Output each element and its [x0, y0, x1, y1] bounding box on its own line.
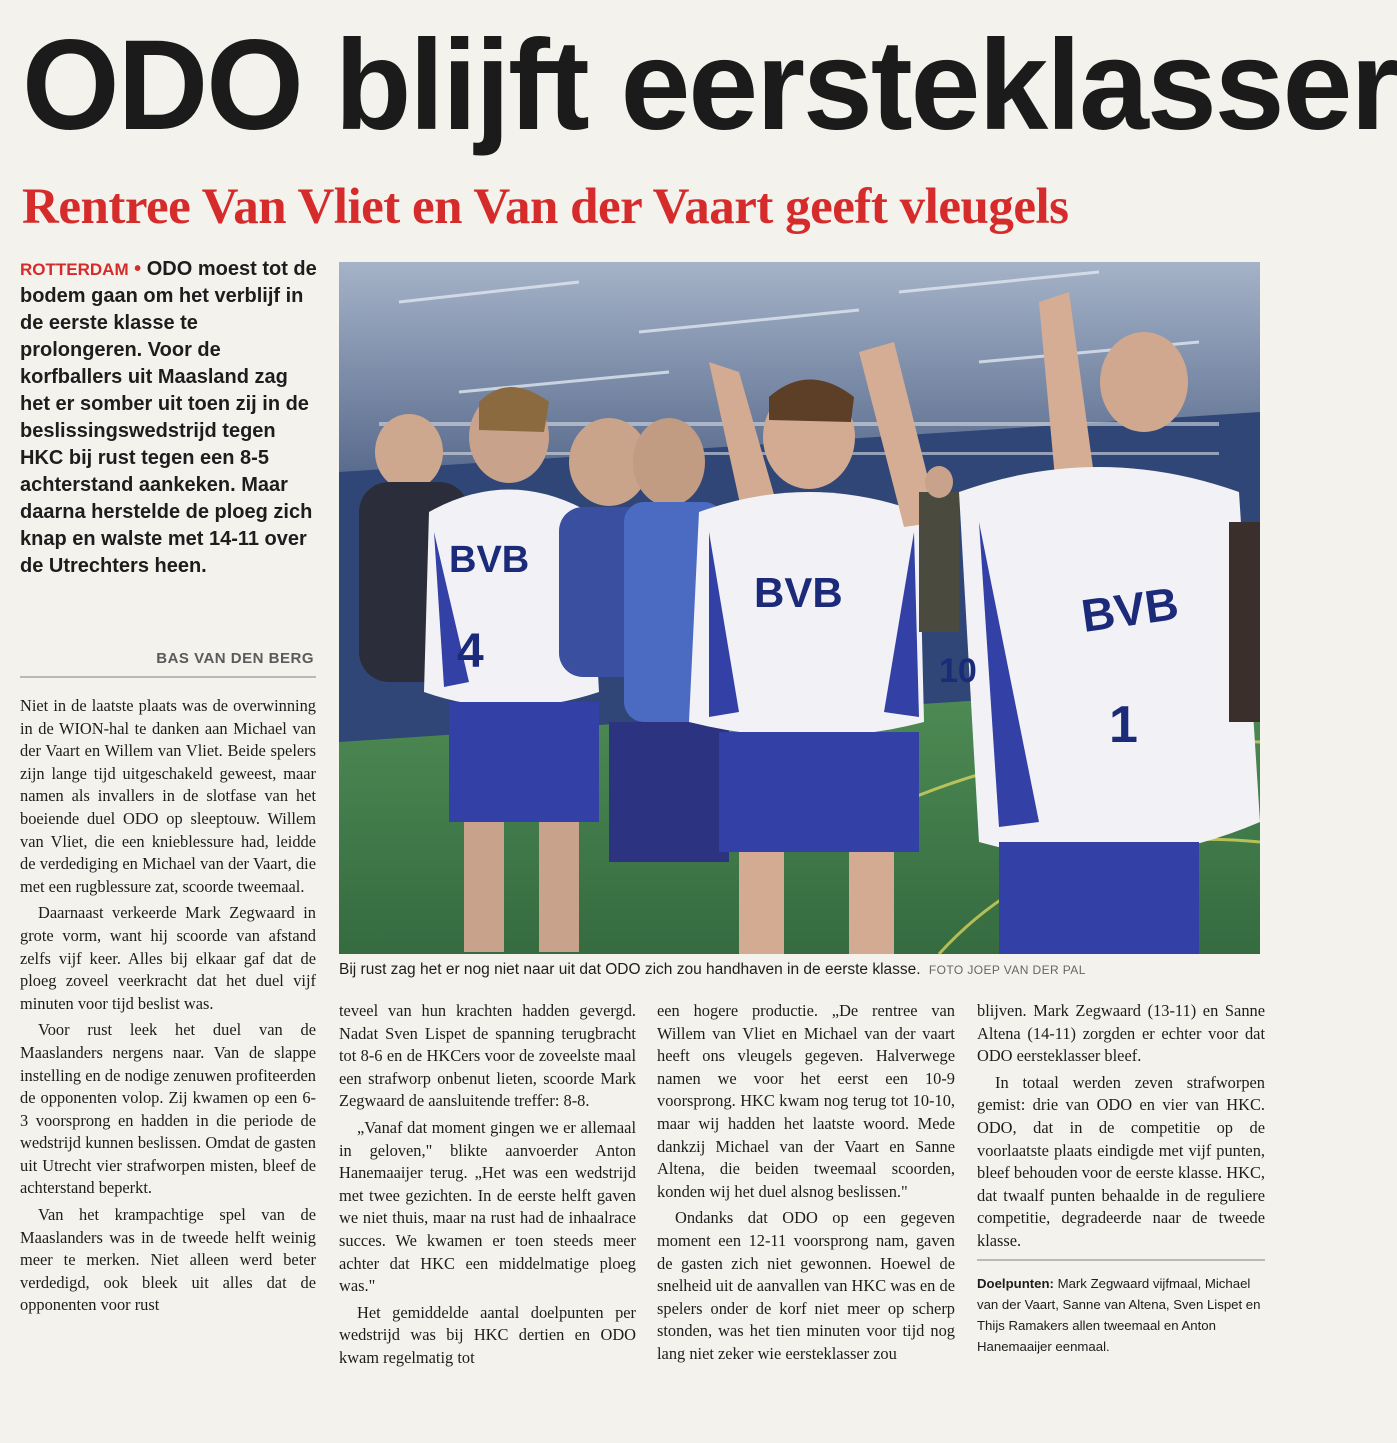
dateline: ROTTERDAM: [20, 260, 129, 279]
column-2: [339, 1000, 636, 1370]
subheadline: Rentree Van Vliet en Van der Vaart geeft vleugels: [22, 179, 1069, 235]
body-paragraph: Voor rust leek het duel van de Maaslanders nergens naar. Van de slappe instelling en de nodige zenuwen profiteerden de opponenten volop. Zij kwamen op een 6-3 voorsprong en hadden in die periode de wedstrijd kunnen beslissen. Omdat de gasten uit Utrecht vier strafworpen misten, bleef de achterstand beperkt.: [20, 1020, 316, 1198]
byline-divider: [20, 676, 316, 678]
column-4: [977, 1000, 1265, 1357]
column-3: [657, 1000, 955, 1366]
headline: ODO blijft eersteklasser: [22, 14, 1397, 157]
body-paragraph: een hogere productie. „De rentree van Willem van Vliet en Michael van der vaart heeft ons vleugels gegeven. Halverwege namen we voor het eerst een 10-9 voorsprong. HKC kwam nog terug tot 10-10, maar wij hadden het laatste woord. Mede dankzij Michael van der Vaart en Sanne Altena, die beiden tweemaal scoorden, konden wij het duel alsnog beslissen.": [657, 1001, 955, 1201]
caption-text: Bij rust zag het er nog niet naar uit dat ODO zich zou handhaven in de eerste klasse.: [339, 961, 921, 978]
photo-shirt-number-left: 4: [457, 625, 484, 678]
lead-paragraph: [20, 256, 320, 580]
goals-summary: [977, 1273, 1265, 1357]
body-paragraph: teveel van hun krachten hadden gevergd. Nadat Sven Lispet de spanning terugbracht tot 8-6 en de HKCers voor de zoveelste maal een strafworp onbenut lieten, scoorde Mark Zegwaard de aansluitende treffer: 8-8.: [339, 1001, 636, 1111]
photo-shirt-sponsor-center: BVB: [754, 569, 843, 616]
body-paragraph: „Vanaf dat moment gingen we er allemaal in geloven," blikte aanvoerder Anton Hanemaaijer terug. „Het was een wedstrijd met twee gezichten. In de eerste helft gaven we niet thuis, maar na rust had de inhaalrace succes. We kwamen er toen steeds meer achter dat HKC een middelmatige ploeg was.": [339, 1117, 636, 1296]
body-paragraph: Niet in de laatste plaats was de overwinning in de WION-hal te danken aan Michael van der Vaart en Willem van Vliet. Beide spelers zijn lange tijd uitgeschakeld geweest, maar namen als invallers in de slotfase van het boeiende duel ODO op sleeptouw. Willem van Vliet, die een knieblessure had, leidde de verdediging en Michael van der Vaart, die met een rugblessure zat, scoorde tweemaal.: [20, 696, 316, 896]
article-photo: [339, 262, 1260, 954]
photo-credit: FOTO JOEP VAN DER PAL: [928, 963, 1086, 977]
photo-shirt-number-right: 1: [1109, 696, 1138, 754]
photo-shirt-number-partial: 10: [939, 652, 977, 690]
photo-shirt-sponsor-right: BVB: [1078, 576, 1182, 642]
body-paragraph: Ondanks dat ODO op een gegeven moment een 12-11 voorsprong nam, gaven de gasten zich niet gewonnen. Hoewel de snelheid uit de aanvallen van HKC was en de spelers onder de korf niet meer op scherp stonden, was het tien minuten voor tijd nog lang niet zeker wie eersteklasser zou: [657, 1208, 955, 1363]
body-paragraph: Daarnaast verkeerde Mark Zegwaard in grote vorm, want hij scoorde van afstand zelfs vijf keer. Alles bij elkaar gaf dat de ploeg zoveel veerkracht dat het duel vijf minuten voor tijd beslist was.: [20, 903, 316, 1013]
body-paragraph: Het gemiddelde aantal doelpunten per wedstrijd was bij HKC dertien en ODO kwam regelmatig tot: [339, 1302, 636, 1367]
photo-caption: [339, 960, 1260, 980]
lead-text: ODO moest tot de bodem gaan om het verblijf in de eerste klasse te prolongeren. Voor de korfballers uit Maasland zag het er somber uit toen zij in de beslissingswedstrijd tegen HKC bij rust tegen een 8-5 achterstand aankeken. Maar daarna herstelde de ploeg zich knap en walste met 14-11 over de Utrechters heen.: [20, 258, 317, 577]
body-paragraph: blijven. Mark Zegwaard (13-11) en Sanne Altena (14-11) zorgden er echter voor dat ODO eersteklasser bleef.: [977, 1001, 1265, 1066]
photo-illustration: [339, 262, 1260, 954]
dateline-bullet: •: [134, 258, 142, 280]
body-paragraph: In totaal werden zeven strafworpen gemist: drie van ODO en vier van HKC. ODO, dat in de competitie op de voorlaatste plaats eindigde met vijf punten, bleef behouden voor de eerste klasse. HKC, dat twaalf punten behaalde in de reguliere competitie, degradeerde naar de tweede klasse.: [977, 1072, 1265, 1250]
goals-label: Doelpunten:: [977, 1275, 1054, 1291]
goals-text: Mark Zegwaard vijfmaal, Michael van der Vaart, Sanne van Altena, Sven Lispet en Thijs Ramakers allen tweemaal en Anton Hanemaaijer eenmaal.: [977, 1275, 1261, 1354]
photo-shirt-sponsor-left: BVB: [449, 539, 530, 581]
byline: BAS VAN DEN BERG: [156, 650, 314, 667]
goals-divider: [977, 1259, 1265, 1261]
column-1: [20, 695, 316, 1317]
body-paragraph: Van het krampachtige spel van de Maaslanders was in de tweede helft weinig meer te merken. Niet alleen werd beter verdedigd, ook bleek uit alles dat de opponenten voor rust: [20, 1205, 316, 1315]
